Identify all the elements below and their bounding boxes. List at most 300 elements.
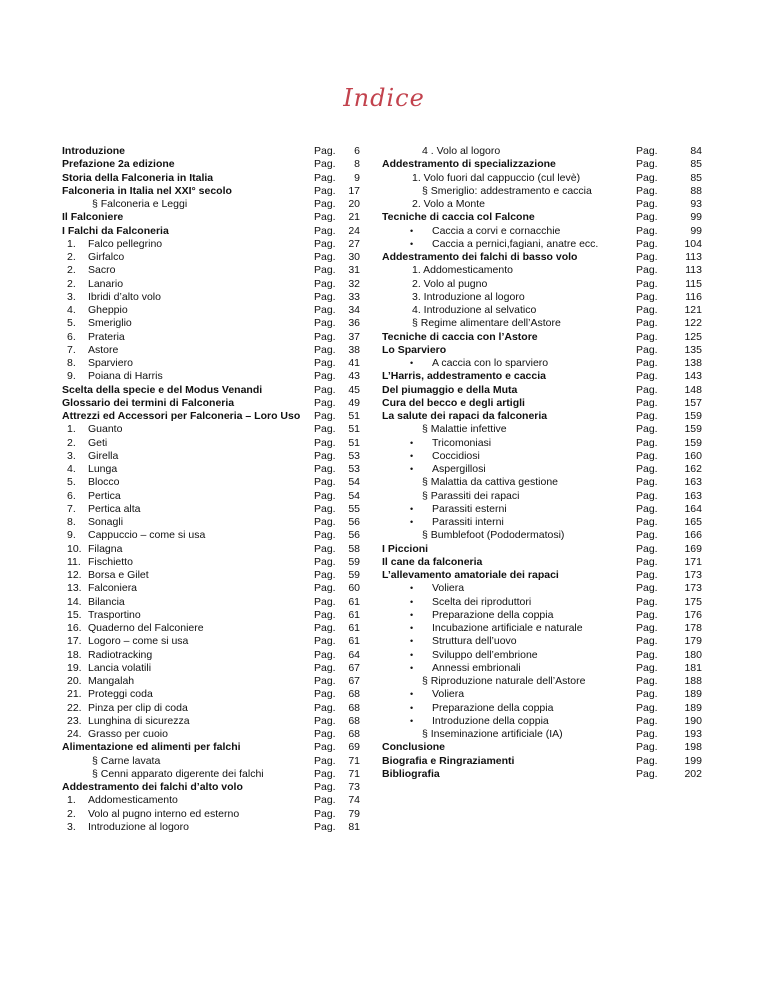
page-number: 163 bbox=[684, 476, 702, 489]
toc-entry-number: 7. bbox=[67, 502, 76, 515]
toc-entry bbox=[382, 384, 712, 397]
toc-entry bbox=[62, 225, 362, 238]
toc-entry-title: 2. Volo a Monte bbox=[412, 198, 485, 210]
page-label: Pag. bbox=[314, 542, 336, 555]
page-number: 113 bbox=[685, 251, 702, 263]
toc-entry bbox=[382, 596, 712, 609]
toc-entry bbox=[62, 556, 362, 569]
toc-entry-title: • Sviluppo dell’embrione bbox=[432, 649, 538, 662]
page-number: 143 bbox=[684, 370, 702, 383]
page-label: Pag. bbox=[636, 198, 658, 210]
toc-entry bbox=[382, 569, 712, 582]
toc-entry-title: Prateria bbox=[88, 330, 125, 343]
toc-entry-number: 12. bbox=[67, 569, 82, 581]
page-label: Pag. bbox=[636, 330, 658, 343]
toc-entry bbox=[62, 304, 362, 317]
toc-entry-title: 4 . Volo al logoro bbox=[422, 145, 501, 157]
page-number: 79 bbox=[348, 807, 360, 820]
page-label: Pag. bbox=[314, 661, 336, 674]
toc-entry-number: 17. bbox=[67, 635, 82, 648]
toc-entry bbox=[62, 596, 362, 609]
toc-entry-title: § Riproduzione naturale dell’Astore bbox=[422, 675, 586, 687]
toc-entry-title: Sparviero bbox=[88, 357, 133, 369]
toc-section-title: Il cane da falconeria bbox=[382, 555, 483, 568]
page-label: Pag. bbox=[636, 370, 658, 383]
toc-entry bbox=[62, 755, 362, 768]
page-number: 54 bbox=[348, 489, 360, 502]
page-number: 49 bbox=[348, 396, 360, 409]
toc-section-title: Bibliografia bbox=[382, 767, 440, 780]
page-label: Pag. bbox=[636, 317, 658, 330]
toc-entry-number: 6. bbox=[67, 489, 76, 502]
toc-entry bbox=[382, 158, 712, 171]
toc-entry-title: § Malattie infettive bbox=[422, 423, 507, 436]
page-label: Pag. bbox=[636, 728, 658, 740]
page-number: 51 bbox=[348, 436, 360, 449]
page-label: Pag. bbox=[636, 555, 658, 568]
toc-entry-title: • A caccia con lo sparviero bbox=[432, 357, 548, 370]
page-number: 37 bbox=[348, 330, 360, 343]
toc-entry bbox=[62, 781, 362, 794]
page-number: 173 bbox=[684, 582, 702, 595]
toc-entry bbox=[62, 821, 362, 834]
toc-entry bbox=[62, 635, 362, 648]
toc-section-title: Attrezzi ed Accessori per Falconeria – Loro Uso bbox=[62, 410, 301, 422]
toc-section-title: Biografia e Ringraziamenti bbox=[382, 754, 515, 767]
page-number: 68 bbox=[348, 688, 360, 701]
toc-entry-title: Gheppio bbox=[88, 304, 128, 316]
toc-entry bbox=[382, 437, 712, 450]
page-label: Pag. bbox=[314, 489, 336, 502]
toc-section-title: Conclusione bbox=[382, 741, 446, 754]
page-number: 180 bbox=[684, 648, 702, 661]
page-label: Pag. bbox=[314, 595, 336, 608]
page-label: Pag. bbox=[314, 794, 336, 807]
toc-entry bbox=[62, 450, 362, 463]
page-number: 157 bbox=[684, 396, 702, 409]
toc-entry bbox=[382, 370, 712, 383]
page-label: Pag. bbox=[314, 211, 336, 224]
toc-entry-number: 9. bbox=[67, 529, 76, 542]
toc-entry bbox=[62, 251, 362, 264]
page-label: Pag. bbox=[636, 224, 658, 237]
page-label: Pag. bbox=[314, 317, 336, 330]
page-number: 165 bbox=[684, 516, 702, 528]
toc-entry-number: 2. bbox=[67, 264, 76, 277]
page-label: Pag. bbox=[636, 463, 658, 475]
page-label: Pag. bbox=[314, 635, 336, 648]
toc-entry bbox=[62, 185, 362, 198]
toc-entry-number: 3. bbox=[67, 820, 76, 833]
toc-entry bbox=[382, 317, 712, 330]
page-label: Pag. bbox=[636, 489, 658, 502]
toc-entry bbox=[382, 516, 712, 529]
page-number: 104 bbox=[684, 237, 702, 250]
page-number: 61 bbox=[348, 635, 360, 648]
page-number: 176 bbox=[684, 608, 702, 621]
page-number: 189 bbox=[684, 688, 702, 701]
page-label: Pag. bbox=[314, 171, 336, 184]
page-label: Pag. bbox=[314, 423, 336, 436]
page-label: Pag. bbox=[314, 264, 336, 277]
toc-entry bbox=[62, 463, 362, 476]
toc-entry-title: Logoro – come si usa bbox=[88, 635, 189, 648]
toc-entry-number: 14. bbox=[67, 595, 82, 608]
page-number: 113 bbox=[685, 264, 702, 277]
page-label: Pag. bbox=[636, 767, 658, 780]
toc-entry bbox=[62, 423, 362, 436]
toc-entry bbox=[62, 172, 362, 185]
page-number: 159 bbox=[684, 410, 702, 422]
page-label: Pag. bbox=[636, 237, 658, 250]
toc-section-title: Tecniche di caccia col Falcone bbox=[382, 211, 535, 224]
toc-entry bbox=[62, 516, 362, 529]
toc-entry bbox=[382, 490, 712, 503]
toc-section-title: Tecniche di caccia con l’Astore bbox=[382, 330, 538, 343]
page-number: 189 bbox=[684, 701, 702, 714]
toc-entry-number: 23. bbox=[67, 714, 82, 727]
toc-entry-title: • Preparazione della coppia bbox=[432, 609, 553, 622]
toc-entry bbox=[382, 344, 712, 357]
toc-entry bbox=[382, 410, 712, 423]
page-number: 88 bbox=[690, 184, 702, 197]
toc-entry bbox=[382, 768, 712, 781]
toc-entry-title: 1. Addomesticamento bbox=[412, 264, 513, 277]
toc-entry bbox=[382, 476, 712, 489]
toc-section-title: Scelta della specie e del Modus Venandi bbox=[62, 383, 263, 396]
page-label: Pag. bbox=[314, 330, 336, 343]
page-number: 202 bbox=[684, 767, 702, 780]
page-label: Pag. bbox=[636, 277, 658, 290]
toc-entry bbox=[62, 317, 362, 330]
page-number: 56 bbox=[348, 516, 360, 528]
toc-entry-title: Girfalco bbox=[88, 251, 125, 263]
page-number: 175 bbox=[684, 595, 702, 608]
page-label: Pag. bbox=[636, 648, 658, 661]
page-label: Pag. bbox=[314, 675, 336, 687]
page-label: Pag. bbox=[636, 264, 658, 277]
page-label: Pag. bbox=[636, 211, 658, 224]
page-label: Pag. bbox=[314, 820, 336, 833]
page-label: Pag. bbox=[636, 145, 658, 157]
toc-entry bbox=[382, 304, 712, 317]
toc-entry bbox=[382, 211, 712, 224]
page-number: 135 bbox=[684, 343, 702, 356]
page-label: Pag. bbox=[636, 251, 658, 263]
page-label: Pag. bbox=[314, 343, 336, 356]
toc-entry bbox=[62, 741, 362, 754]
toc-entry-title: Radiotracking bbox=[88, 648, 153, 661]
toc-entry bbox=[382, 503, 712, 516]
toc-entry-number: 2. bbox=[67, 277, 76, 290]
toc-entry-title: Filagna bbox=[88, 542, 123, 555]
page-number: 164 bbox=[684, 502, 702, 515]
toc-entry-number: 15. bbox=[67, 608, 82, 621]
page-label: Pag. bbox=[314, 476, 336, 489]
toc-entry-number: 13. bbox=[67, 582, 82, 595]
toc-entry bbox=[382, 291, 712, 304]
toc-entry-title: Girella bbox=[88, 449, 119, 462]
page-number: 27 bbox=[348, 237, 360, 250]
page-label: Pag. bbox=[314, 224, 336, 237]
page-label: Pag. bbox=[636, 675, 658, 687]
toc-entry-number: 8. bbox=[67, 516, 76, 528]
page-number: 51 bbox=[348, 410, 360, 422]
toc-entry bbox=[382, 715, 712, 728]
page-label: Pag. bbox=[636, 396, 658, 409]
page-label: Pag. bbox=[314, 251, 336, 263]
toc-entry bbox=[62, 291, 362, 304]
toc-entry-title: • Incubazione artificiale e naturale bbox=[432, 622, 583, 635]
toc-entry bbox=[382, 543, 712, 556]
page-label: Pag. bbox=[636, 688, 658, 701]
toc-entry-title: § Parassiti dei rapaci bbox=[422, 489, 520, 502]
toc-entry-number: 2. bbox=[67, 251, 76, 263]
toc-entry-title: Guanto bbox=[88, 423, 123, 436]
page-number: 61 bbox=[348, 622, 360, 634]
page-label: Pag. bbox=[636, 343, 658, 356]
toc-entry-number: 19. bbox=[67, 661, 82, 674]
page-number: 178 bbox=[684, 622, 702, 634]
toc-entry-number: 22. bbox=[67, 701, 82, 714]
page-number: 160 bbox=[684, 449, 702, 462]
page-number: 38 bbox=[348, 343, 360, 356]
page-number: 99 bbox=[690, 224, 702, 237]
toc-entry-number: 11. bbox=[67, 555, 81, 568]
toc-entry bbox=[62, 198, 362, 211]
toc-entry-title: § Regime alimentare dell’Astore bbox=[412, 317, 561, 330]
toc-entry bbox=[62, 238, 362, 251]
page-label: Pag. bbox=[314, 383, 336, 396]
page-label: Pag. bbox=[314, 145, 336, 157]
page-number: 9 bbox=[354, 171, 360, 184]
toc-entry-title: Sacro bbox=[88, 264, 116, 277]
page-label: Pag. bbox=[314, 529, 336, 542]
toc-entry bbox=[382, 556, 712, 569]
toc-entry-number: 2. bbox=[67, 436, 76, 449]
page-label: Pag. bbox=[636, 476, 658, 489]
page-number: 31 bbox=[348, 264, 360, 277]
toc-entry bbox=[382, 198, 712, 211]
toc-entry bbox=[382, 331, 712, 344]
page-number: 190 bbox=[684, 714, 702, 727]
index-title: Indice bbox=[343, 84, 425, 112]
toc-entry-number: 16. bbox=[67, 622, 82, 634]
toc-entry-number: 21. bbox=[67, 688, 82, 701]
page-label: Pag. bbox=[636, 582, 658, 595]
toc-entry-title: § Carne lavata bbox=[92, 754, 161, 767]
page-label: Pag. bbox=[314, 290, 336, 303]
toc-entry bbox=[382, 609, 712, 622]
toc-entry bbox=[62, 331, 362, 344]
toc-entry bbox=[62, 662, 362, 675]
page-number: 93 bbox=[690, 198, 702, 210]
toc-entry-number: 10. bbox=[67, 542, 82, 555]
page-number: 74 bbox=[348, 794, 360, 807]
page-label: Pag. bbox=[314, 608, 336, 621]
page-label: Pag. bbox=[314, 502, 336, 515]
page-label: Pag. bbox=[636, 661, 658, 674]
toc-entry bbox=[382, 649, 712, 662]
page-label: Pag. bbox=[314, 516, 336, 528]
toc-entry bbox=[62, 397, 362, 410]
toc-entry-title: • Voliera bbox=[432, 688, 464, 701]
page-number: 17 bbox=[348, 184, 360, 197]
page-number: 81 bbox=[348, 820, 360, 833]
toc-entry-title: Pinza per clip di coda bbox=[88, 701, 188, 714]
toc-entry-title: § Falconeria e Leggi bbox=[92, 198, 188, 210]
toc-entry bbox=[382, 145, 712, 158]
toc-entry bbox=[382, 582, 712, 595]
page-number: 188 bbox=[684, 675, 702, 687]
toc-entry-title: Trasportino bbox=[88, 608, 141, 621]
toc-entry-title: Cappuccio – come si usa bbox=[88, 529, 206, 542]
toc-section-title: I Piccioni bbox=[382, 542, 429, 555]
page-number: 71 bbox=[348, 754, 360, 767]
toc-entry-title: Pertica alta bbox=[88, 502, 141, 515]
toc-section-title: I Falchi da Falconeria bbox=[62, 224, 169, 237]
toc-entry-title: Poiana di Harris bbox=[88, 370, 163, 383]
toc-entry bbox=[382, 423, 712, 436]
toc-entry bbox=[382, 529, 712, 542]
toc-entry bbox=[382, 728, 712, 741]
page-label: Pag. bbox=[636, 529, 658, 542]
page-number: 68 bbox=[348, 714, 360, 727]
page-label: Pag. bbox=[314, 449, 336, 462]
page-number: 61 bbox=[348, 595, 360, 608]
toc-entry-title: • Caccia a pernici,fagiani, anatre ecc. bbox=[432, 238, 598, 251]
toc-entry bbox=[382, 741, 712, 754]
page-label: Pag. bbox=[636, 357, 658, 369]
toc-entry-title: • Tricomoniasi bbox=[432, 437, 491, 450]
toc-entry bbox=[62, 728, 362, 741]
toc-entry bbox=[62, 278, 362, 291]
toc-entry-title: Mangalah bbox=[88, 675, 135, 687]
toc-entry-title: Smeriglio bbox=[88, 317, 132, 330]
page-label: Pag. bbox=[314, 754, 336, 767]
page-label: Pag. bbox=[314, 781, 336, 793]
toc-entry bbox=[62, 476, 362, 489]
page-label: Pag. bbox=[314, 370, 336, 383]
page-number: 45 bbox=[348, 383, 360, 396]
page-label: Pag. bbox=[314, 396, 336, 409]
toc-section-title: L’allevamento amatoriale dei rapaci bbox=[382, 569, 559, 581]
page-label: Pag. bbox=[636, 701, 658, 714]
toc-entry-title: Lanario bbox=[88, 277, 124, 290]
page-number: 24 bbox=[348, 224, 360, 237]
page-label: Pag. bbox=[314, 304, 336, 316]
page-number: 32 bbox=[348, 277, 360, 290]
page-label: Pag. bbox=[636, 741, 658, 754]
page-number: 115 bbox=[685, 277, 702, 290]
page-label: Pag. bbox=[636, 290, 658, 303]
page-label: Pag. bbox=[314, 741, 336, 754]
page-number: 121 bbox=[684, 304, 702, 316]
toc-section-title: Il Falconiere bbox=[62, 211, 124, 224]
page-number: 179 bbox=[684, 635, 702, 648]
toc-entry bbox=[382, 635, 712, 648]
toc-entry-title: 2. Volo al pugno bbox=[412, 277, 488, 290]
toc-section-title: Falconeria in Italia nel XXI° secolo bbox=[62, 184, 232, 197]
page-number: 53 bbox=[348, 449, 360, 462]
page-label: Pag. bbox=[314, 237, 336, 250]
toc-entry-title: § Cenni apparato digerente dei falchi bbox=[92, 767, 264, 780]
page-number: 159 bbox=[684, 423, 702, 436]
toc-entry bbox=[382, 251, 712, 264]
toc-entry bbox=[62, 410, 362, 423]
toc-entry-number: 1. bbox=[67, 794, 76, 807]
page-label: Pag. bbox=[636, 184, 658, 197]
toc-entry-title: • Introduzione della coppia bbox=[432, 715, 549, 728]
page-number: 171 bbox=[684, 555, 702, 568]
toc-entry bbox=[62, 609, 362, 622]
toc-entry-number: 3. bbox=[67, 449, 76, 462]
toc-entry-title: § Malattia da cattiva gestione bbox=[422, 476, 558, 489]
toc-entry bbox=[62, 145, 362, 158]
page-label: Pag. bbox=[314, 555, 336, 568]
toc-entry-title: Falconiera bbox=[88, 582, 138, 595]
toc-entry-number: 20. bbox=[67, 675, 82, 687]
toc-entry-title: Geti bbox=[88, 436, 108, 449]
page-number: 85 bbox=[690, 171, 702, 184]
page-number: 64 bbox=[348, 648, 360, 661]
page-label: Pag. bbox=[314, 198, 336, 210]
page-label: Pag. bbox=[314, 569, 336, 581]
page-label: Pag. bbox=[636, 449, 658, 462]
page-number: 162 bbox=[684, 463, 702, 475]
toc-entry-number: 3. bbox=[67, 290, 76, 303]
toc-entry-title: • Scelta dei riproduttori bbox=[432, 596, 531, 609]
toc-entry bbox=[382, 675, 712, 688]
page-number: 68 bbox=[348, 701, 360, 714]
toc-entry bbox=[382, 397, 712, 410]
toc-right-column bbox=[382, 145, 712, 781]
toc-section-title: Alimentazione ed alimenti per falchi bbox=[62, 741, 241, 754]
page-number: 56 bbox=[348, 529, 360, 542]
toc-entry-number: 4. bbox=[67, 304, 76, 316]
page-number: 169 bbox=[684, 542, 702, 555]
toc-entry-title: • Parassiti interni bbox=[432, 516, 504, 529]
toc-entry bbox=[62, 582, 362, 595]
toc-entry-title: Astore bbox=[88, 343, 119, 356]
toc-entry bbox=[382, 755, 712, 768]
toc-entry-title: Introduzione al logoro bbox=[88, 820, 189, 833]
toc-entry-number: 4. bbox=[67, 463, 76, 475]
page-label: Pag. bbox=[636, 304, 658, 316]
toc-entry bbox=[62, 808, 362, 821]
page-label: Pag. bbox=[314, 357, 336, 369]
toc-section-title: Lo Sparviero bbox=[382, 343, 447, 356]
page-label: Pag. bbox=[636, 502, 658, 515]
page-label: Pag. bbox=[636, 635, 658, 648]
toc-entry bbox=[382, 662, 712, 675]
toc-entry bbox=[382, 264, 712, 277]
toc-section-title: L’Harris, addestramento e caccia bbox=[382, 370, 546, 383]
page-label: Pag. bbox=[636, 423, 658, 436]
toc-section-title: Addestramento dei falchi di basso volo bbox=[382, 251, 578, 263]
toc-entry bbox=[382, 185, 712, 198]
page-label: Pag. bbox=[636, 158, 658, 171]
toc-section-title: Del piumaggio e della Muta bbox=[382, 383, 518, 396]
page-number: 30 bbox=[348, 251, 360, 263]
page-number: 122 bbox=[684, 317, 702, 330]
page-label: Pag. bbox=[314, 688, 336, 701]
page-number: 21 bbox=[348, 211, 360, 224]
toc-entry bbox=[382, 688, 712, 701]
toc-section-title: Introduzione bbox=[62, 145, 125, 157]
toc-section-title: Addestramento dei falchi d’alto volo bbox=[62, 781, 243, 793]
toc-entry-title: § Smeriglio: addestramento e caccia bbox=[422, 184, 592, 197]
